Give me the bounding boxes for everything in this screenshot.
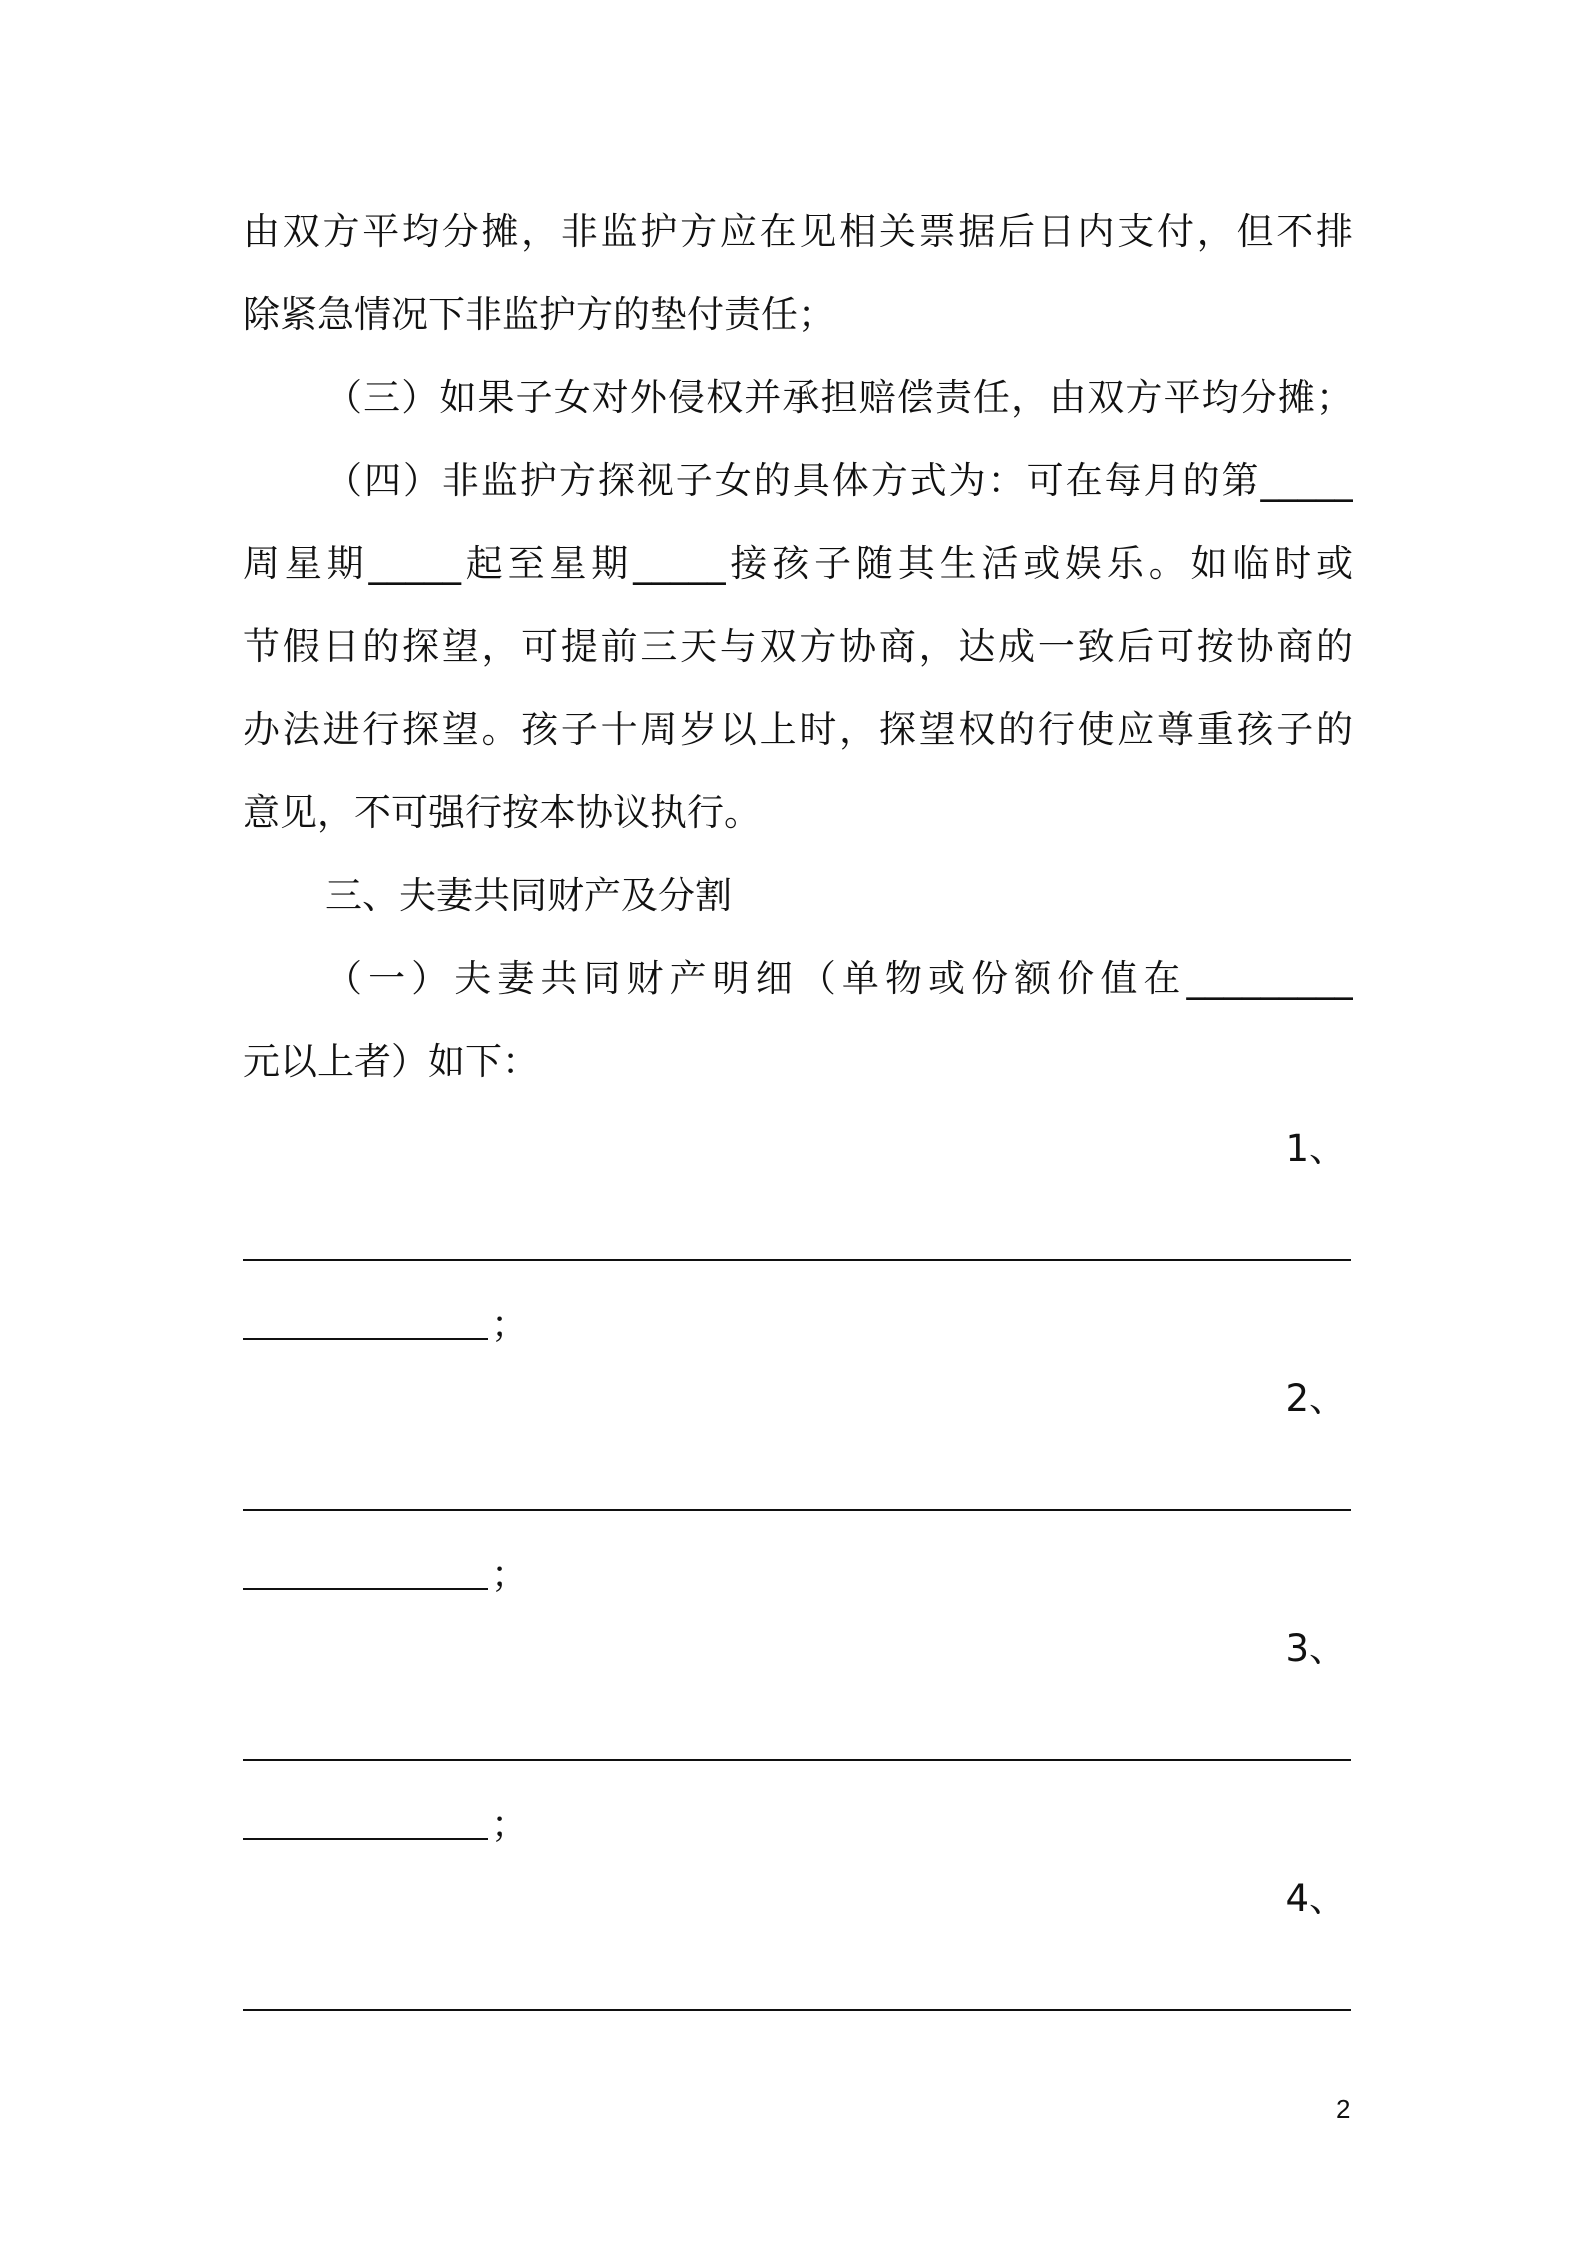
paragraph-line: 周星期_____起至星期_____接孩子随其生活或娱乐。如临时或 (243, 542, 1353, 585)
clause-four: （四）非监护方探视子女的具体方式为：可在每月的第_____ (325, 459, 1353, 502)
line-ending: ； (491, 1803, 528, 1846)
paragraph-line: 节假日的探望，可提前三天与双方协商，达成一致后可按协商的 (243, 625, 1353, 668)
fill-in-blank-line (243, 1509, 1351, 1511)
fill-in-blank-line (243, 2009, 1351, 2011)
clause-three: （三）如果子女对外侵权并承担赔偿责任，由双方平均分摊； (325, 376, 1353, 419)
paragraph-line: 除紧急情况下非监护方的垫付责任； (243, 293, 835, 336)
fill-in-blank-line (243, 1259, 1351, 1261)
paragraph-line: 元以上者）如下： (243, 1040, 539, 1083)
section-heading: 三、夫妻共同财产及分割 (325, 874, 732, 917)
sub-heading: （一）夫妻共同财产明细（单物或份额价值在_________ (325, 957, 1353, 1000)
paragraph-line: 由双方平均分摊，非监护方应在见相关票据后日内支付，但不排 (243, 210, 1353, 253)
item-number: 3、 (1285, 1627, 1346, 1670)
fill-in-blank-short (243, 1300, 543, 1350)
item-number: 4、 (1285, 1877, 1346, 1920)
line-ending: ； (491, 1303, 528, 1346)
line-ending: ； (491, 1553, 528, 1596)
page-number: 2 (1336, 2094, 1351, 2124)
fill-in-blank-short (243, 1550, 543, 1600)
paragraph-line: 意见，不可强行按本协议执行。 (243, 791, 761, 834)
item-number: 1、 (1285, 1127, 1346, 1170)
blank-underline (243, 1588, 488, 1590)
item-number: 2、 (1285, 1377, 1346, 1420)
paragraph-line: 办法进行探望。孩子十周岁以上时，探望权的行使应尊重孩子的 (243, 708, 1353, 751)
blank-underline (243, 1338, 488, 1340)
blank-underline (243, 1838, 488, 1840)
fill-in-blank-short (243, 1800, 543, 1850)
fill-in-blank-line (243, 1759, 1351, 1761)
